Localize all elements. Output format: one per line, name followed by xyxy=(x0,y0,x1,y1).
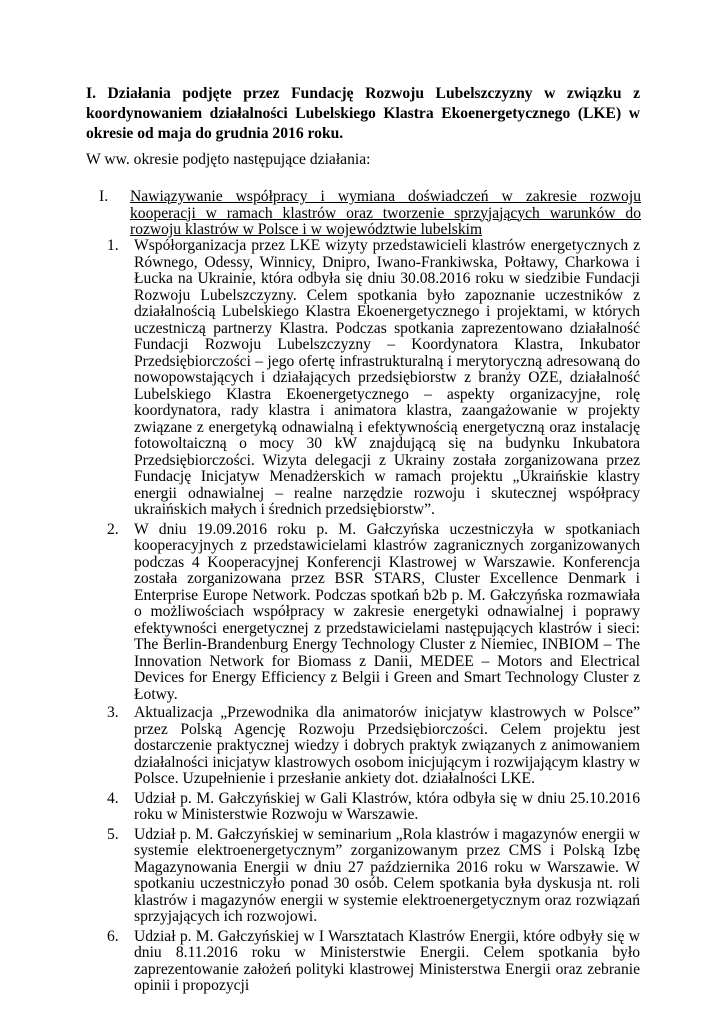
list-item-text: Udział p. M. Gałczyńskiej w Gali Klastrów, która odbyła się w dniu 25.10.2016 roku w Ministerstwie Rozwoju w Warszawie. xyxy=(134,789,640,823)
list-item xyxy=(107,827,640,926)
list-item-text: W dniu 19.09.2016 roku p. M. Gałczyńska uczestniczyła w spotkaniach kooperacyjnych z przedstawicielami klastrów zagranicznych zorganizowanych podczas 4 Kooperacyjnej Konferencji Klastrowej w Warszawie. Konferencja została zorganizowana przez BSR STARS, Cluster Excellence Denmark i Enterprise Europe Network. Podczas spotkań b2b p. M. Gałczyńska rozmawiała o możliwościach współpracy w zakresie energetyki odnawialnej i poprawy efektywności energetycznej z przedstawicielami następujących klastrów i sieci: The Berlin-Brandenburg Energy Technology Cluster z Niemiec, INBIOM – The Innovation Network for Biomass z Danii, MEDEE – Motors and Electrical Devices for Energy Efficiency z Belgii i Green and Smart Technology Cluster z Łotwy. xyxy=(134,520,640,703)
section-title: Nawiązywanie współpracy i wymiana doświadczeń w zakresie rozwoju kooperacji w ramach klastrów oraz tworzenie sprzyjających warunków do rozwoju klastrów w Polsce i w województwie lubelskim xyxy=(130,188,641,238)
list-item xyxy=(107,522,640,704)
intro-paragraph: W ww. okresie podjęto następujące działania: xyxy=(86,151,371,168)
list-item-text: Udział p. M. Gałczyńskiej w I Warsztatach Klastrów Energii, które odbyły się w dniu 8.11.2016 roku w Ministerstwie Energii. Celem spotkania było zaprezentowanie założeń polityki klastrowej Ministerstwa Energii oraz zebranie opinii i propozycji xyxy=(134,927,640,994)
list-item-text: Udział p. M. Gałczyńskiej w seminarium „Rola klastrów i magazynów energii w systemie elektroenergetycznym” zorganizowanym przez CMS i Polską Izbę Magazynowania Energii w dniu 27 października 2016 roku w Warszawie. W spotkaniu uczestniczyło ponad 30 osób. Celem spotkania była dyskusja nt. roli klastrów i magazynów energii w systemie elektroenergetycznym oraz rozwiązań sprzyjających ich rozwojowi. xyxy=(134,825,640,925)
list-item-text: Współorganizacja przez LKE wizyty przedstawicieli klastrów energetycznych z Równego, Odessy, Winnicy, Dnipro, Iwano-Frankiwska, Połtawy, Charkowa i Łucka na Ukrainie, która odbyła się dniu 30.08.2016 roku w siedzibie Fundacji Rozwoju Lubelszczyzny. Celem spotkania było zapoznanie uczestników z działalnością Lubelskiego Klastra Ekoenergetycznego i projektami, w których uczestniczą partnerzy Klastra. Podczas spotkania zaprezentowano działalność Fundacji Rozwoju Lubelszczyzny – Koordynatora Klastra, Inkubator Przedsiębiorczości – jego ofertę infrastrukturalną i merytoryczną adresowaną do nowopowstających i działających przedsiębiorstw z branży OZE, działalność Lubelskiego Klastra Ekoenergetycznego – aspekty organizacyjne, rolę koordynatora, rady klastra i animatora klastra, zaangażowanie w projekty związane z energetyką odnawialną i efektywnością energetyczną oraz instalację fotowoltaiczną o mocy 30 kW znajdującą się na budynku Inkubatora Przedsiębiorczości. Wizyta delegacji z Ukrainy została zorganizowana przez Fundację Inicjatyw Menadżerskich w ramach projektu „Ukraińskie klastry energii odnawialnej – realne narzędzie rozwoju i skutecznej współpracy ukraińskich małych i średnich przedsiębiorstw”. xyxy=(134,237,640,518)
list-item-text: Aktualizacja „Przewodnika dla animatorów inicjatyw klastrowych w Polsce” przez Polską Agencję Rozwoju Przedsiębiorczości. Celem projektu jest dostarczenie praktycznej wiedzy i dobrych praktyk związanych z animowaniem działalności inicjatyw klastrowych osobom inicjującym i rozwijającym klastry w Polsce. Uzupełnienie i przesłanie ankiety dot. działalności LKE. xyxy=(134,704,640,787)
document-heading: I. Działania podjęte przez Fundację Rozwoju Lubelszczyzny w związku z koordynowaniem działalności Lubelskiego Klastra Ekoenergetycznego (LKE) w okresie od maja do grudnia 2016 roku. xyxy=(86,85,640,142)
list-item-number: 2. xyxy=(107,520,119,538)
activity-list xyxy=(107,238,640,995)
list-item xyxy=(107,705,640,788)
list-item xyxy=(107,791,640,824)
list-item xyxy=(107,929,640,995)
list-item-number: 1. xyxy=(107,237,119,254)
list-item-number: 3. xyxy=(107,704,119,721)
list-item-number: 6. xyxy=(107,927,119,945)
section-marker: I. xyxy=(99,188,109,205)
list-item xyxy=(107,238,640,519)
list-item-number: 5. xyxy=(107,825,119,843)
list-item-number: 4. xyxy=(107,789,119,807)
